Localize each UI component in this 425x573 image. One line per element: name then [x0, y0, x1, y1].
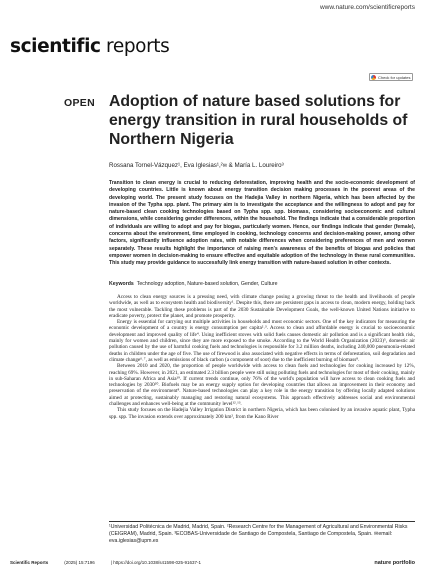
logo-light: reports	[100, 36, 170, 57]
check-updates-label: Check for updates	[378, 74, 411, 80]
keywords-text: Technology adoption, Nature-based solution, Gender, Culture	[136, 281, 278, 287]
keywords-label: Keywords	[109, 281, 134, 287]
envelope-icon[interactable]: ✉	[222, 163, 227, 169]
paragraph: Access to clean energy sources is a pressing need, with climate change posing a growing threat to the health and livelihoods of people worldwide, as well as to ecosystem health and biodiversity¹. Despite this, there are persistent gaps in access to clean, modern energy, holding back the most vulnerable. Tackling these problems is part of the 2030 Sustainable Development Goals, the well-known United Nations initiative to eradicate poverty, protect the planet, and promote prosperity.	[109, 294, 415, 319]
body-text	[109, 294, 415, 420]
footer-doi[interactable]: | https://doi.org/10.1038/s41598-025-91637-1	[110, 560, 202, 565]
paragraph: This study focuses on the Hadejia Valley Irrigation District in northern Nigeria, which has been colonised by an invasive aquatic plant, Typha spp. spp. The invasion extends over approximately 200 km², from the Kano River	[109, 407, 415, 420]
journal-url[interactable]: www.nature.com/scientificreports	[319, 4, 415, 11]
page-footer	[10, 560, 415, 566]
check-for-updates-button[interactable]	[369, 73, 413, 81]
authors-tail: & María L. Loureiro³	[226, 162, 284, 169]
divider	[109, 521, 415, 522]
keywords	[109, 281, 278, 287]
article-title: Adoption of nature based solutions for energy transition in rural households of Northern Nigeria	[109, 93, 408, 148]
publisher-logo: nature portfolio	[374, 560, 415, 566]
abstract: Transition to clean energy is crucial to reducing deforestation, improving health and the socio-economic development of developing countries. Little is known about energy transition decision making processes in the poorest areas of the developing world. The present study focuses on the Hadejia Valley in northern Nigeria, which has been affected by the invasion of the Typha spp. plant. The primary aim is to investigate the acceptance and the willingness to adopt and pay for nature-based clean cooking technologies based on Typha spp. spp. biomass, considering socioeconomic and cultural dimensions, while considering gender differences, within the household. The findings indicate that a considerable proportion of individuals are willing to adopt and pay for biogas, particularly women. Hence, our findings indicate that gender (female), concerns about the environment, time employed in cooking, technology concerns and decision-making power, among other factors, significantly influence adoption rates, with notable differences when considering preferences of men and women separately. These results highlight the importance of raising men's awareness of the benefits of biogas and policies that empower women in decision-making to ensure effective and equitable adoption of the technology in these rural communities. This study may provide guidance to successfully link energy transition with nature-based solution in other contexts.	[109, 180, 415, 267]
paragraph: Energy is essential for carrying out multiple activities in households and most economic sectors. One of the key indicators for measuring the economic development of a country is energy consumption per capita²˒³. Access to clean and affordable energy is crucial to socioeconomic development and improved quality of life⁴. Using inefficient stoves with solid fuels causes domestic air pollution and is a significant health risk, mainly for women and children, since they are more exposed to the smoke. According to the World Health Organization (2023)⁵, domestic air pollution caused by the use of harmful cooking fuels and technologies is responsible for 3.2 million deaths, including 240,000 pneumonia-related deaths in children under the age of five. The use of firewood is also associated with negative effects in terms of deforestation, soil degradation and climate change⁶˒⁷, as well as emissions of black carbon (a component of soot) due to the inefficient burning of biomass⁸.	[109, 319, 415, 363]
footer-citation: (2025) 15:7196	[64, 560, 95, 565]
authors-main: Rossana Tornel-Vázquez¹, Eva Iglesias¹,²	[109, 162, 223, 169]
affiliations: ¹Universidad Politécnica de Madrid, Madrid, Spain. ²Research Centre for the Management of Agricultural and Environmental Risks (CEIGRAM), Madrid, Spain. ³ECOBAS-Universidade de Santiago de Compostela, Santiago de Compostela, Spain. ✉email: eva.iglesias@upm.es	[109, 524, 408, 544]
footer-journal: Scientific Reports	[10, 560, 49, 565]
journal-logo	[10, 36, 169, 57]
author-list	[109, 162, 284, 169]
logo-bold: scientific	[10, 36, 101, 57]
open-access-label: OPEN	[64, 97, 95, 109]
crossmark-icon	[371, 75, 376, 80]
paragraph: Between 2010 and 2020, the proportion of people worldwide with access to clean fuels and technologies for cooking increased by 12%, reaching 69%. However, in 2021, an estimated 2.3 billion people were still using polluting fuels and technologies for most of their cooking, mainly in sub-Saharan Africa and Asia¹⁹. If current trends continue, only 76% of the world's population will have access to clean cooking fuels and technologies by 2030²⁰. Biofuels may be an energy supply option for developing countries that allows an improvement in their economy and preservation of the environment⁸. Nature-based technologies can play a key role in the energy transition by offering locally adapted solutions aimed at protecting, sustainably managing and restoring natural ecosystems. This approach effectively addresses social and environmental challenges and enhances well-being at the community level¹²˒¹³.	[109, 363, 415, 408]
